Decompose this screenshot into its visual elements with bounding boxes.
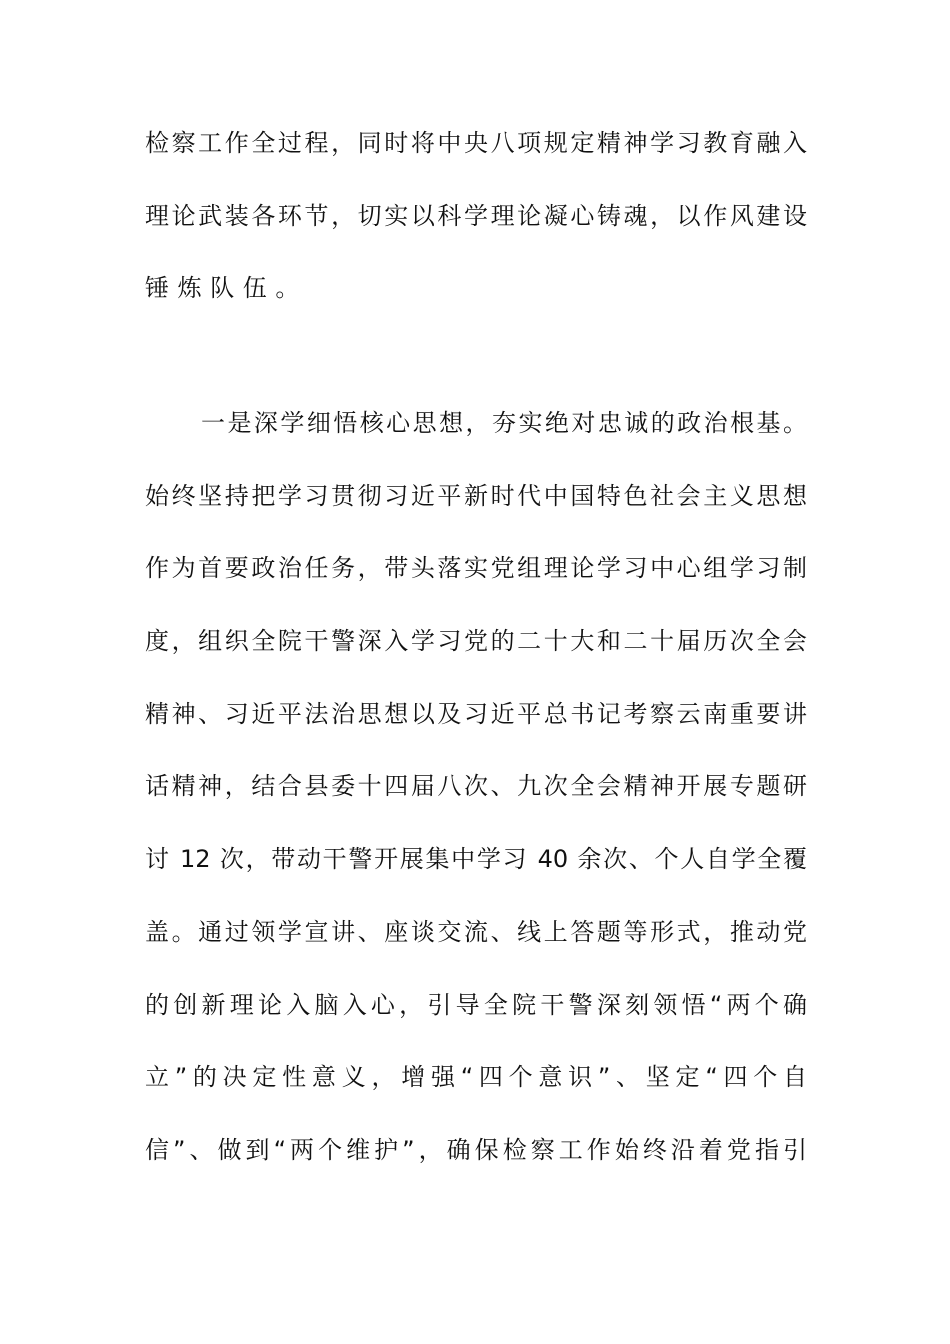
paragraph-line: 检察工作全过程，同时将中央八项规定精神学习教育融入	[145, 129, 807, 157]
paragraph-line: 理论武装各环节，切实以科学理论凝心铸魂，以作风建设	[145, 201, 807, 230]
paragraph-line: 盖。通过领学宣讲、座谈交流、线上答题等形式，推动党	[145, 917, 807, 946]
paragraph-line: 锤炼队伍。	[145, 274, 308, 303]
paragraph-line: 作为首要政治任务，带头落实党组理论学习中心组学习制	[145, 554, 807, 583]
paragraph-continuation	[145, 107, 807, 325]
paragraph-line: 度，组织全院干警深入学习党的二十大和二十届历次全会	[145, 627, 807, 656]
paragraph-line: 话精神，结合县委十四届八次、九次全会精神开展专题研	[145, 772, 807, 801]
paragraph-deep-study	[145, 387, 807, 1187]
paragraph-line: 始终坚持把学习贯彻习近平新时代中国特色社会主义思想	[145, 481, 807, 510]
paragraph-line: 讨 12 次，带动干警开展集中学习 40 余次、个人自学全覆	[145, 845, 807, 874]
paragraph-line: 的创新理论入脑入心，引导全院干警深刻领悟“两个确	[145, 990, 807, 1019]
paragraph-heading-line: 一是深学细悟核心思想，夯实绝对忠诚的政治根基。	[201, 409, 807, 437]
paragraph-line: 精神、习近平法治思想以及习近平总书记考察云南重要讲	[145, 699, 807, 728]
paragraph-line: 立”的决定性意义，增强“四个意识”、坚定“四个自	[145, 1063, 807, 1092]
paragraph-line: 信”、做到“两个维护”，确保检察工作始终沿着党指引	[145, 1135, 807, 1164]
